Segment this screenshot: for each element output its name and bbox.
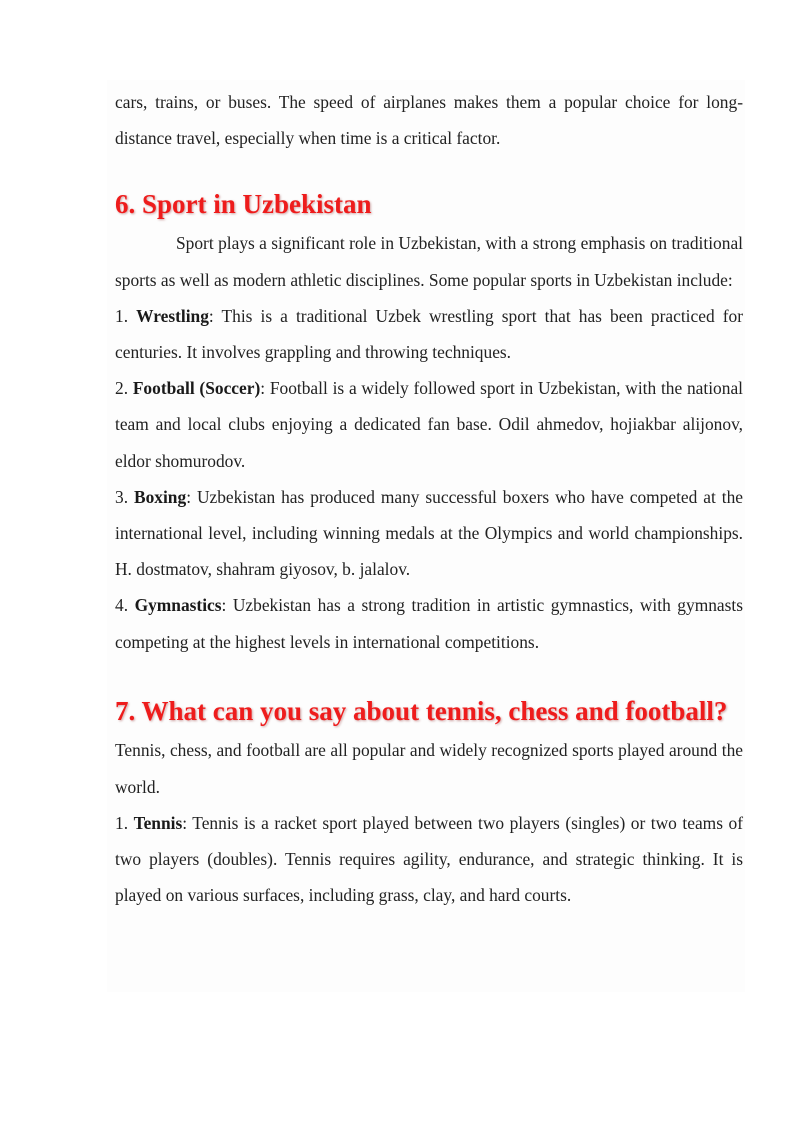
list-item-term: Tennis bbox=[133, 812, 183, 833]
list-item-text: : This is a traditional Uzbek wrestling sport that has been practiced for centuries. It involves grappling and throwing techniques. bbox=[115, 305, 743, 363]
list-item-boxing bbox=[115, 479, 743, 588]
list-item-wrestling bbox=[115, 298, 743, 370]
section-heading-tennis-chess-football: 7. What can you say about tennis, chess and football? bbox=[115, 695, 728, 726]
list-item-number: 1. bbox=[115, 305, 129, 326]
list-item-term: Football (Soccer) bbox=[132, 378, 261, 399]
list-item-number: 3. bbox=[115, 486, 129, 507]
list-item-term: Boxing bbox=[133, 486, 187, 507]
list-item-term: Wrestling bbox=[136, 305, 209, 326]
list-item-number: 2. bbox=[115, 378, 129, 399]
page-content bbox=[115, 84, 743, 913]
list-item-gymnastics bbox=[115, 587, 743, 659]
list-item-number: 4. bbox=[115, 595, 129, 616]
section-heading-sport-in-uzbekistan: 6. Sport in Uzbekistan bbox=[115, 189, 372, 220]
list-item-text: : Uzbekistan has produced many successful boxers who have competed at the international level, including winning medals at the Olympics and world championships. H. dostmatov, shahram giyosov, b. jalalov. bbox=[115, 486, 743, 580]
list-item-number: 1. bbox=[115, 812, 129, 833]
list-item-text: : Uzbekistan has a strong tradition in artistic gymnastics, with gymnasts competing at the highest levels in international competitions. bbox=[115, 595, 743, 652]
section-7-intro-paragraph: Tennis, chess, and football are all popular and widely recognized sports played around the world. bbox=[115, 740, 743, 797]
list-item-term: Gymnastics bbox=[134, 595, 222, 616]
list-item-tennis bbox=[115, 805, 743, 914]
section-6-intro-paragraph: Sport plays a significant role in Uzbekistan, with a strong emphasis on traditional sports as well as modern athletic disciplines. Some popular sports in Uzbekistan include: bbox=[115, 233, 743, 290]
list-item-football bbox=[115, 370, 743, 479]
list-item-text: : Football is a widely followed sport in Uzbekistan, with the national team and local clubs enjoying a dedicated fan base. Odil ahmedov, hojiakbar alijonov, eldor shomurodov. bbox=[115, 378, 743, 471]
list-item-text: : Tennis is a racket sport played between two players (singles) or two teams of two players (doubles). Tennis requires agility, endurance, and strategic thinking. It is played on various surfaces, including grass, clay, and hard courts. bbox=[115, 812, 743, 906]
intro-paragraph: cars, trains, or buses. The speed of airplanes makes them a popular choice for long-distance travel, especially when time is a critical factor. bbox=[115, 92, 743, 149]
